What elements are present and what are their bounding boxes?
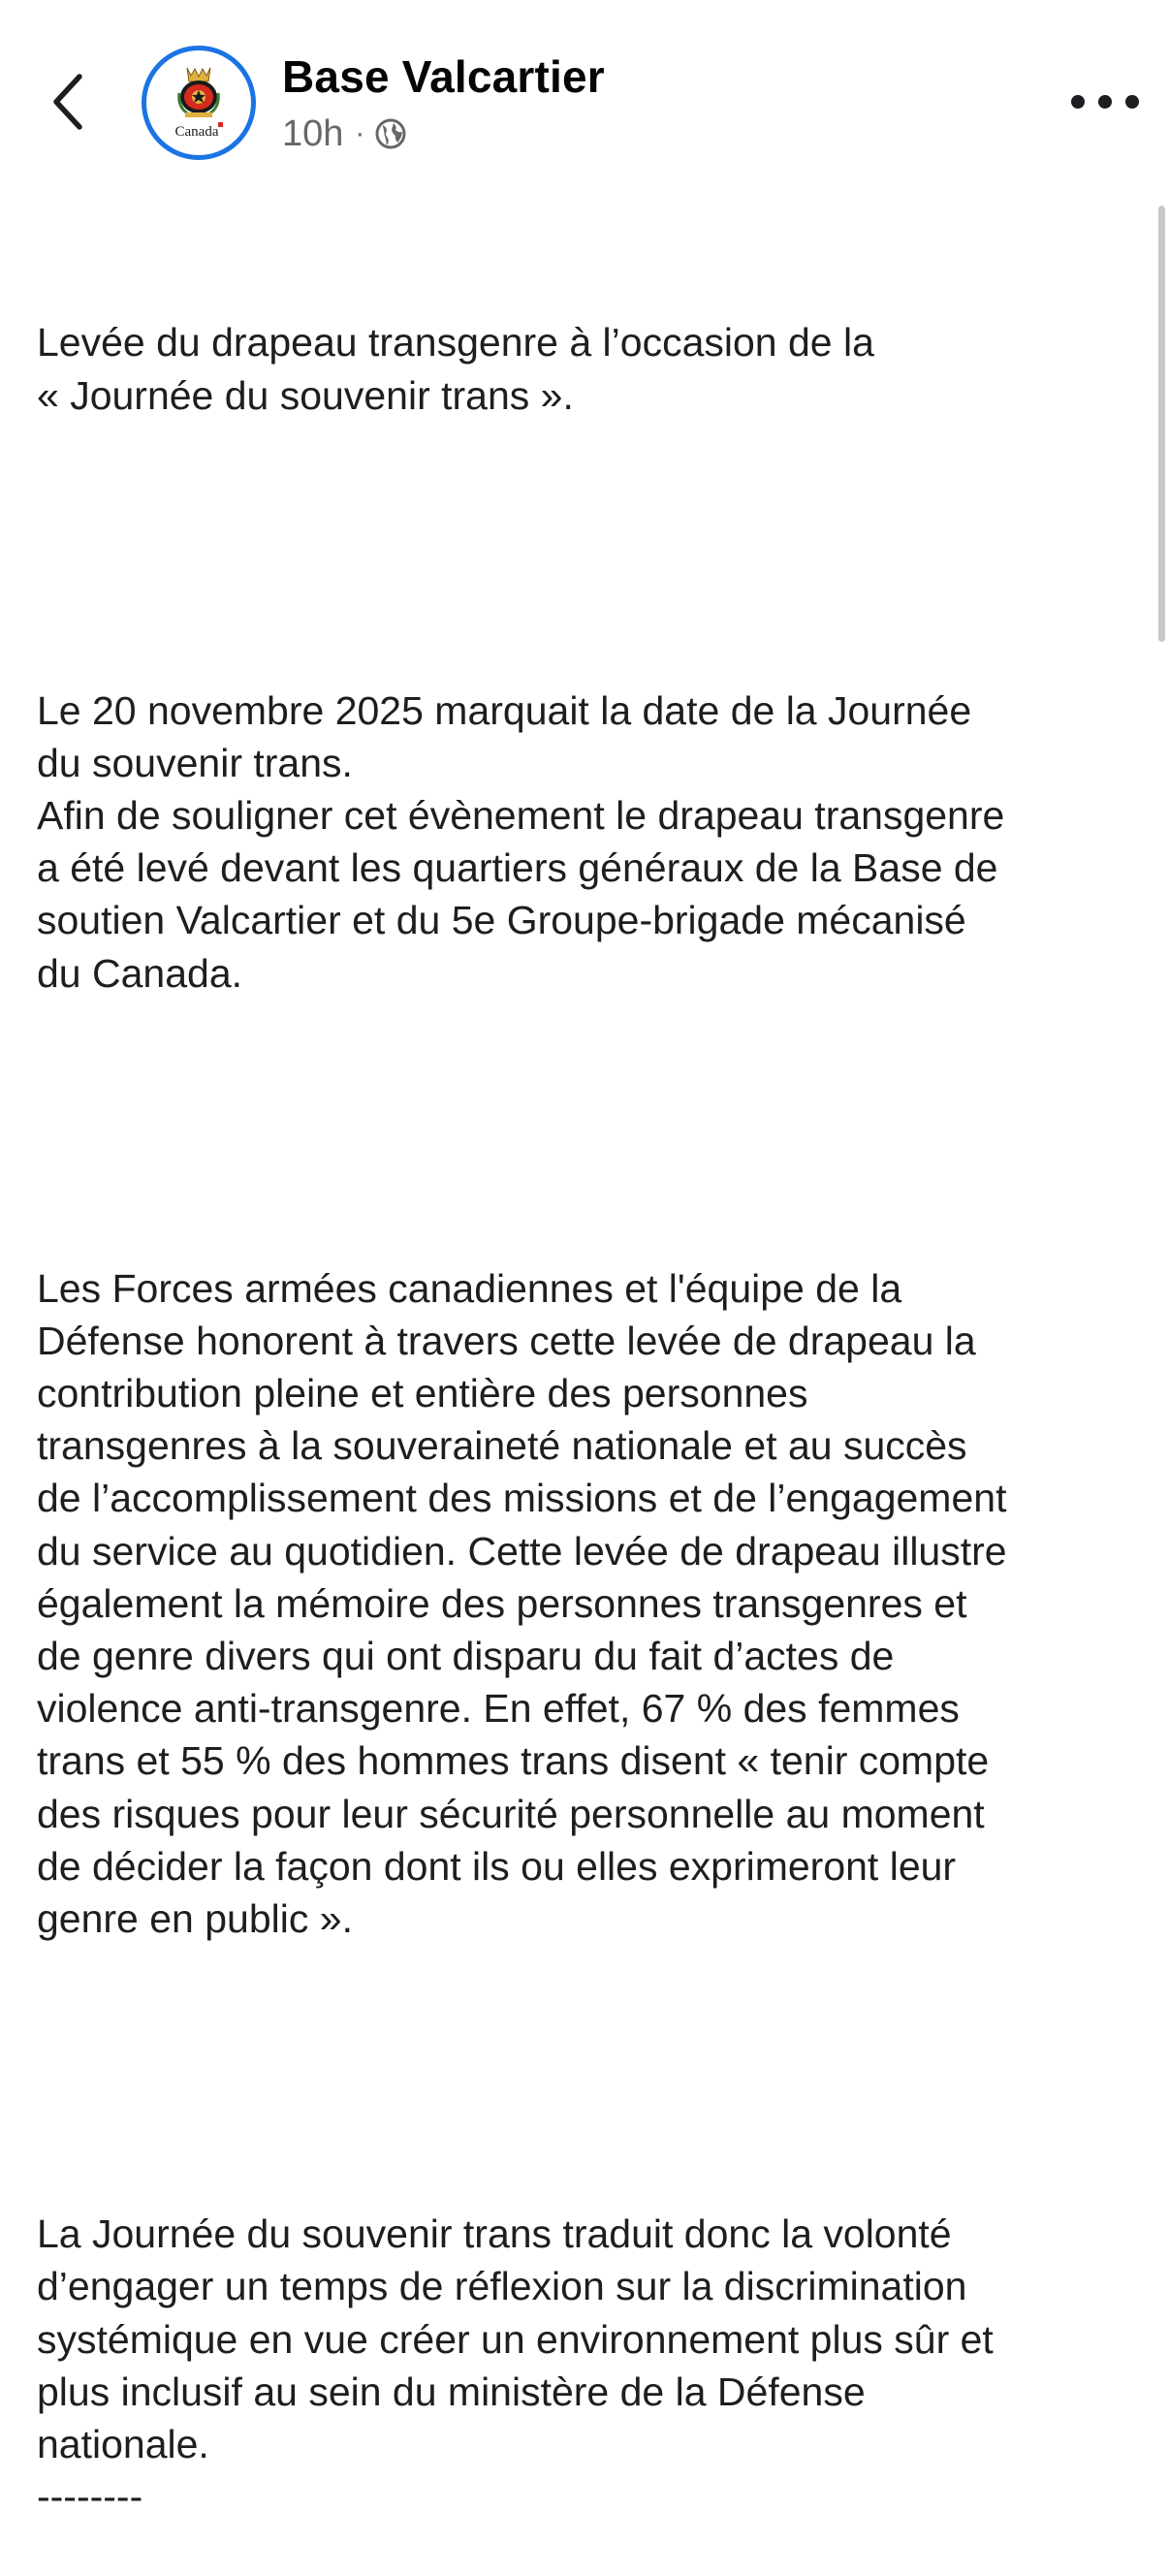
page-name[interactable]: Base Valcartier [282, 51, 605, 102]
more-dot [1125, 95, 1139, 109]
back-button[interactable] [39, 68, 97, 136]
chevron-left-icon [50, 73, 85, 131]
svg-text:Canada: Canada [174, 124, 219, 140]
more-dot [1071, 95, 1085, 109]
paragraph-gap [37, 1104, 1152, 1157]
scrollbar[interactable] [1158, 206, 1165, 642]
avatar[interactable] [142, 46, 256, 160]
base-crest-logo [150, 54, 247, 151]
post-text [37, 211, 1152, 2576]
paragraph-gap [37, 526, 1152, 579]
post-paragraph: Levée du drapeau transgenre à l’occasion de la « Journée du souvenir trans ». [37, 320, 874, 418]
post-meta [282, 109, 407, 159]
post-header [0, 0, 1169, 184]
paragraph-gap [37, 2051, 1152, 2103]
globe-icon[interactable] [374, 117, 407, 150]
meta-separator: · [355, 117, 365, 149]
more-options-button[interactable] [1071, 82, 1139, 121]
post-paragraph: Les Forces armées canadiennes et l'équipe de la Défense honorent à travers cette levée de drapeau la contribution pleine et entière des personnes transgenres à la souveraineté nationale et au succès de l’accomplissement des missions et de l’engagement du service au quotidien. Cette levée de drapeau illustre également la mémoire des personnes transgenres et de genre divers qui ont disparu du fait d’actes de violence anti-transgenre. En effet, 67 % des femmes trans et 55 % des hommes trans disent « tenir compte des risques pour leur sécurité personnelle au moment de décider la façon dont ils ou elles exprimeront leur genre en public ». [37, 1265, 1007, 1942]
more-dot [1098, 95, 1112, 109]
post-time[interactable]: 10h [282, 112, 344, 154]
post-paragraph: Le 20 novembre 2025 marquait la date de la Journée du souvenir trans. Afin de souligner cet évènement le drapeau transgenre a été levé devant les quartiers généraux de la Base de soutien Valcartier et du 5e Groupe-brigade mécanisé du Canada. [37, 687, 1005, 996]
post-paragraph: La Journée du souvenir trans traduit donc la volonté d’engager un temps de réflexion sur la discrimination systémique en vue créer un environnement plus sûr et plus inclusif au sein du ministère de la Défense nationale. -------- [37, 2211, 994, 2520]
